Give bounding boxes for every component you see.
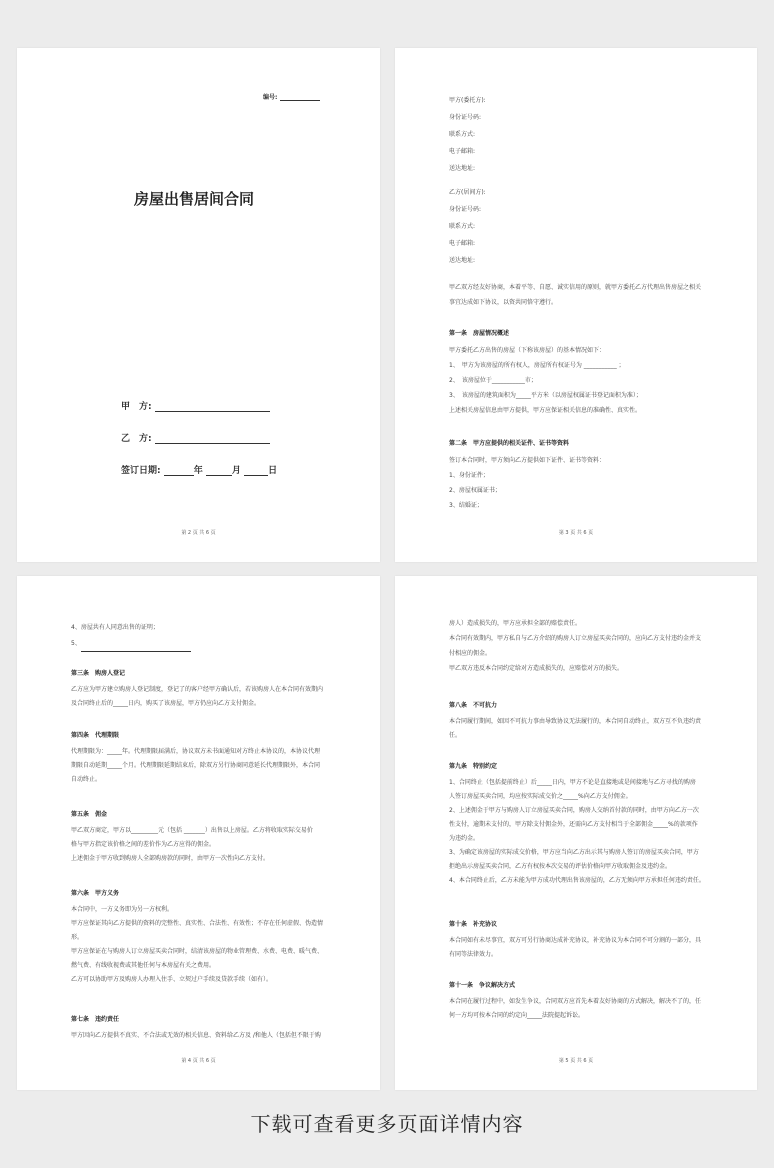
paragraph-line: 3、结婚证； bbox=[449, 502, 483, 509]
paragraph-line: 甲方应保证其向乙方提供的资料的完整性、真实性、合法性、有效性；不存在任何虚假、伪造情 bbox=[71, 920, 324, 927]
page-footer: 第 4 页 共 6 页 bbox=[181, 1058, 216, 1064]
page-footer: 第 3 页 共 6 页 bbox=[558, 530, 594, 536]
paragraph-line: 1、身份证件； bbox=[449, 472, 489, 479]
paragraph-line: 3、 该房屋的建筑面积为_____平方米（以房屋权属证书登记面积为准）； bbox=[449, 392, 642, 399]
article-2-body bbox=[449, 453, 605, 513]
info-line: 送达地址: bbox=[449, 257, 476, 264]
info-line: 甲方(委托方): bbox=[449, 97, 486, 104]
article-9-title: 第九条 特别约定 bbox=[449, 763, 498, 770]
article-4-title: 第四条 代理期限 bbox=[71, 732, 120, 739]
paragraph-line: 2、上述佣金于甲方与购房人订立房屋买卖合同，购房人交纳首付款的同时，由甲方向乙方一次 bbox=[449, 807, 699, 814]
paragraph-line: 5、 bbox=[71, 636, 191, 652]
blank-line bbox=[81, 651, 191, 652]
document-page-3 bbox=[17, 576, 380, 1090]
paragraph-line: 及合同终止后的_____日内，购买了该房屋，甲方仍应向乙方支付佣金。 bbox=[71, 700, 261, 707]
article-11-title: 第十一条 争议解决方式 bbox=[449, 982, 516, 989]
paragraph-line: 房人）造成损失的，甲方应承担全部的赔偿责任。 bbox=[449, 620, 582, 627]
paragraph-line: 4、本合同终止后，乙方未能为甲方成功代理出售该房屋的，乙方无须向甲方承担任何违约责任。 bbox=[449, 877, 705, 884]
article-1-body bbox=[449, 343, 642, 418]
year-blank bbox=[164, 475, 194, 476]
article-7-continuation bbox=[449, 616, 701, 676]
document-page-4 bbox=[395, 576, 757, 1090]
month-blank bbox=[206, 475, 232, 476]
info-line: 电子邮箱: bbox=[449, 148, 476, 155]
serial-blank bbox=[280, 100, 320, 101]
party-b-blank bbox=[155, 443, 270, 444]
download-caption: 下载可查看更多页面详情内容 bbox=[250, 1112, 524, 1136]
paragraph-line: 甲方应保证在与购房人订立房屋买卖合同时，结清该房屋的物业管理费、水费、电费、暖气费、 bbox=[71, 948, 324, 955]
paragraph-line: 拒绝出示房屋买卖合同，乙方有权按本次交易的评估价格向甲方收取佣金及违约金。 bbox=[449, 863, 672, 870]
paragraph-line: 3、为确定该房屋的实际成交价格，甲方应当向乙方出示其与购房人签订的房屋买卖合同，甲方 bbox=[449, 849, 699, 856]
document-page-2 bbox=[395, 48, 757, 562]
paragraph-line: 甲乙双方违反本合同约定给对方造成损失的，应赔偿对方的损失。 bbox=[449, 665, 624, 672]
paragraph-line: 性支付，逾期未支付的，甲方除支付佣金外，还需向乙方支付相当于全部佣金_____%的款项作 bbox=[449, 821, 698, 828]
paragraph-line: 1、合同终止（包括提前终止）后_____日内，甲方不论是直接地或是间接地与乙方寻找的购房 bbox=[449, 779, 696, 786]
serial-label: 编号: bbox=[263, 94, 278, 101]
month-label: 月 bbox=[231, 466, 241, 476]
paragraph-line: 上述佣金于甲方收到购房人全部购房款的同时，由甲方一次性向乙方支付。 bbox=[71, 855, 270, 862]
paragraph-line: 4、房屋共有人同意出售的证明； bbox=[71, 624, 159, 631]
intro-paragraph bbox=[449, 280, 701, 310]
article-10-body bbox=[449, 934, 701, 962]
article-11-body bbox=[449, 995, 701, 1023]
year-label: 年 bbox=[193, 466, 203, 476]
paragraph-line: 上述相关房屋信息由甲方提供，甲方应保证相关信息的准确性、真实性。 bbox=[449, 407, 642, 414]
article-7-body bbox=[71, 1029, 321, 1043]
paragraph-line: 乙方可以协助甲方及购房人办理入住手、立契过户手续及贷款手续（如有）。 bbox=[71, 976, 273, 983]
paragraph-line: 事宜达成如下协议，以资共同恪守遵行。 bbox=[449, 299, 558, 306]
page-footer: 第 5 页 共 6 页 bbox=[558, 1058, 594, 1064]
paragraph-line: 签订本合同时，甲方须向乙方提供如下证件、证书等资料： bbox=[449, 457, 606, 464]
paragraph-line: 乙方应为甲方建立购房人登记制度，登记了的客户经甲方确认后，若该购房人在本合同有效期内 bbox=[71, 686, 324, 693]
paragraph-line: 2、 该房屋位于___________市； bbox=[449, 377, 537, 384]
document-page-1 bbox=[17, 48, 380, 562]
paragraph-line: 甲方委托乙方出售的房屋（下称该房屋）的基本情况如下： bbox=[449, 347, 606, 354]
contract-title: 房屋出售居间合同 bbox=[134, 190, 255, 208]
paragraph-line: 何一方均可按本合同的约定向_____法院提起诉讼。 bbox=[449, 1012, 585, 1019]
info-line: 电子邮箱: bbox=[449, 240, 476, 247]
paragraph-line: 2、房屋权属证书； bbox=[449, 487, 501, 494]
paragraph-line: 1、 甲方为该房屋的所有权人，房屋所有权证号为 ___________ ； bbox=[449, 362, 625, 369]
info-line: 联系方式: bbox=[449, 223, 476, 230]
article-7-title: 第七条 违约责任 bbox=[71, 1016, 120, 1023]
article-4-body bbox=[71, 745, 320, 787]
paragraph-line: 有同等法律效力。 bbox=[449, 951, 498, 958]
article-2-title: 第二条 甲方应提供的相关证件、证书等资料 bbox=[449, 440, 570, 447]
article-10-title: 第十条 补充协议 bbox=[449, 921, 498, 928]
paragraph-line: 自动终止。 bbox=[71, 776, 102, 783]
paragraph-line: 本合同如有未尽事宜，双方可另行协商达成补充协议，补充协议为本合同不可分割的一部分，具 bbox=[449, 937, 702, 944]
paragraph-line: 本合同在履行过程中，如发生争议，合同双方应首先本着友好协商的方式解决，解决不了的，任 bbox=[449, 998, 702, 1005]
page-footer: 第 2 页 共 6 页 bbox=[181, 530, 216, 536]
party-a-field bbox=[121, 399, 270, 412]
article-5-title: 第五条 佣金 bbox=[71, 811, 108, 818]
party-a-label: 甲 方: bbox=[121, 402, 152, 412]
paragraph-line: 本合同履行期间，如因不可抗力事由导致协议无法履行的，本合同自动终止，双方互不负违约责 bbox=[449, 718, 702, 725]
party-b-field bbox=[121, 431, 270, 444]
paragraph-line: 期限自动延期_____个月。代理期限延期结束后，除双方另行协商同意延长代理期限外，本合同 bbox=[71, 762, 321, 769]
list-continuation bbox=[71, 620, 191, 652]
info-line: 送达地址: bbox=[449, 165, 476, 172]
serial-number-field bbox=[263, 92, 320, 101]
paragraph-line: 付相应的佣金。 bbox=[449, 650, 492, 657]
paragraph-line: 为违约金。 bbox=[449, 835, 480, 842]
article-3-title: 第三条 购房人登记 bbox=[71, 670, 126, 677]
paragraph-line: 代理期限为：_____年。代理期限届满后，协议双方未书面通知对方终止本协议的，本协议代理 bbox=[71, 748, 321, 755]
article-8-body bbox=[449, 715, 701, 743]
paragraph-line: 燃气费、有线收视费或其他任何与本房屋有关之费用。 bbox=[71, 962, 216, 969]
info-line: 乙方(居间方): bbox=[449, 189, 486, 196]
paragraph-line: 本合同中，一方义务即为另一方权利。 bbox=[71, 906, 174, 913]
paragraph-line: 形。 bbox=[71, 934, 84, 941]
info-line: 身份证号码: bbox=[449, 114, 482, 121]
info-line: 联系方式: bbox=[449, 131, 476, 138]
article-6-body bbox=[71, 903, 323, 987]
day-label: 日 bbox=[268, 466, 278, 476]
article-1-title: 第一条 房屋情况概述 bbox=[449, 330, 510, 337]
paragraph-line: 甲乙双方商定，甲方以_________元（包括 _______）出售以上房屋。乙方将收取实际交易价 bbox=[71, 827, 313, 834]
article-5-body bbox=[71, 824, 313, 866]
party-b-info bbox=[449, 184, 486, 269]
party-b-label: 乙 方: bbox=[121, 434, 152, 444]
sign-date-field bbox=[121, 463, 277, 476]
article-8-title: 第八条 不可抗力 bbox=[449, 702, 498, 709]
paragraph-line: 甲乙双方经友好协商，本着平等、自愿、诚实信用的原则，就甲方委托乙方代理出售房屋之相关 bbox=[449, 284, 702, 291]
article-9-body bbox=[449, 776, 705, 888]
paragraph-line: 本合同有效期内，甲方私自与乙方介绍的购房人订立房屋买卖合同的，应向乙方支付违约金并支 bbox=[449, 635, 702, 642]
paragraph-line: 人签订房屋买卖合同，均应按实际成交价之_____%向乙方支付佣金。 bbox=[449, 793, 632, 800]
paragraph-line: 任。 bbox=[449, 732, 462, 739]
info-line: 身份证号码: bbox=[449, 206, 482, 213]
paragraph-line: 甲方因向乙方提供不真实、不合法或无效的相关信息、资料给乙方及 /和他人（包括但不限于购 bbox=[71, 1032, 321, 1039]
party-a-blank bbox=[155, 411, 270, 412]
party-a-info bbox=[449, 92, 486, 177]
paragraph-line: 格与甲方指定该价格之间的差价作为乙方应得的佣金。 bbox=[71, 841, 216, 848]
sign-date-label: 签订日期: bbox=[121, 466, 161, 476]
article-6-title: 第六条 甲方义务 bbox=[71, 890, 120, 897]
article-3-body bbox=[71, 683, 323, 711]
day-blank bbox=[244, 475, 268, 476]
